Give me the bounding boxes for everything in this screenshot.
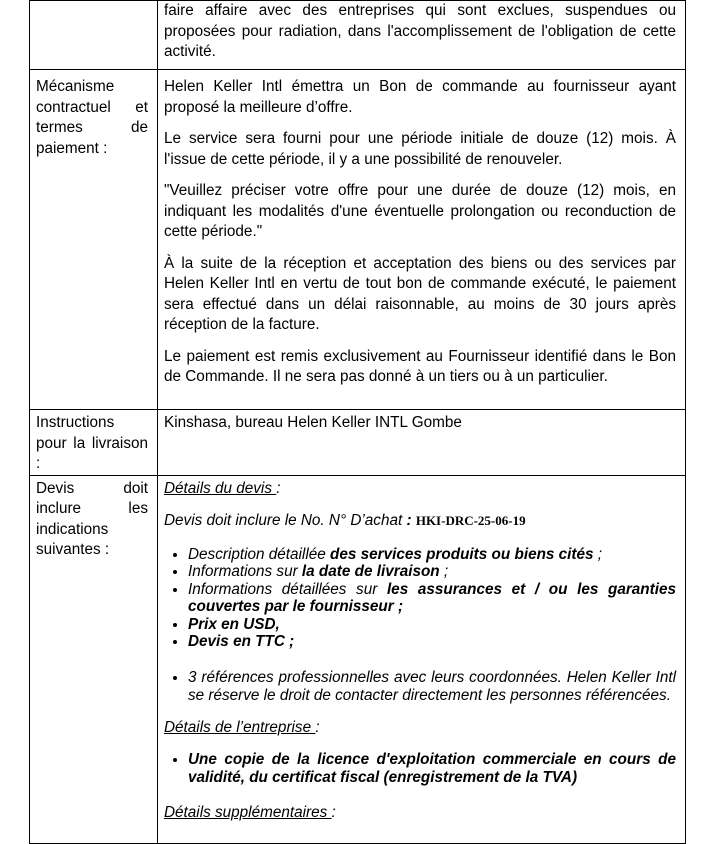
list-item: • Informations sur la date de livraison ; (188, 563, 676, 581)
payment-paragraph: Helen Keller Intl émettra un Bon de commande au fournisseur ayant proposé la meilleure d’offre. (164, 78, 676, 116)
quote-label: Devis doit inclure les indications suivantes : (36, 479, 148, 558)
payment-paragraph: "Veuillez préciser votre offre pour une durée de douze (12) mois, en indiquant les modalités d'une éventuelle prolongation ou reconduction de cette période." (164, 182, 676, 240)
table-row-payment (30, 70, 686, 410)
quote-details-heading: Détails du devis : (164, 479, 281, 497)
quote-label-cell (30, 475, 158, 843)
payment-paragraph: À la suite de la réception et acceptation des biens ou des services par Helen Keller Intl en vertu de tout bon de commande exécuté, le paiement sera effectué dans un délai raisonnable, au moins de 30 jours après réception de la facture. (164, 254, 676, 333)
requirements-table (29, 0, 686, 844)
list-item: • Une copie de la licence d'exploitation commerciale en cours de validité, du certificat fiscal (enregistrement de la TVA) (188, 751, 676, 787)
table-row-quote (30, 475, 686, 843)
table-row-delivery (30, 410, 686, 476)
references-list (164, 669, 676, 705)
payment-content-cell (158, 70, 686, 410)
list-item: • Prix en USD, (188, 616, 676, 634)
continuation-cell (158, 1, 686, 70)
payment-label: Mécanisme contractuel et termes de paiement : (36, 78, 148, 157)
continuation-text: faire affaire avec des entreprises qui sont exclues, suspendues ou proposées pour radiation, dans l'accomplissement de l'obligation de cette activité. (164, 2, 676, 60)
extra-details-heading: Détails supplémentaires : (164, 804, 336, 821)
company-details-heading: Détails de l’entreprise : (164, 718, 320, 736)
delivery-label-cell (30, 410, 158, 476)
list-item: • Informations détaillées sur les assurances et / ou les garanties couvertes par le fournisseur ; (188, 581, 676, 616)
payment-paragraph: Le paiement est remis exclusivement au Fournisseur identifié dans le Bon de Commande. Il ne sera pas donné à un tiers ou à un particulier. (164, 347, 676, 385)
delivery-content-cell (158, 410, 686, 476)
delivery-location: Kinshasa, bureau Helen Keller INTL Gombe (164, 414, 462, 431)
label-cell-empty (30, 1, 158, 70)
company-documents-list (164, 751, 676, 787)
list-item: • 3 références professionnelles avec leurs coordonnées. Helen Keller Intl se réserve le droit de contacter directement les personnes référencées. (188, 669, 676, 705)
delivery-label: Instructions pour la livraison : (36, 414, 148, 472)
list-item: • Devis en TTC ; (188, 633, 676, 651)
payment-paragraph: Le service sera fourni pour une période initiale de douze (12) mois. À l'issue de cette période, il y a une possibilité de renouveler. (164, 130, 676, 168)
purchase-reference: HKI-DRC-25-06-19 (415, 513, 526, 528)
quote-content-cell (158, 475, 686, 843)
purchase-number-line: Devis doit inclure le No. N° D’achat : HKI-DRC-25-06-19 (164, 512, 526, 529)
list-item: • Description détaillée des services produits ou biens cités ; (188, 546, 676, 564)
payment-label-cell (30, 70, 158, 410)
quote-requirements-list (164, 546, 676, 651)
table-row-continuation (30, 1, 686, 70)
